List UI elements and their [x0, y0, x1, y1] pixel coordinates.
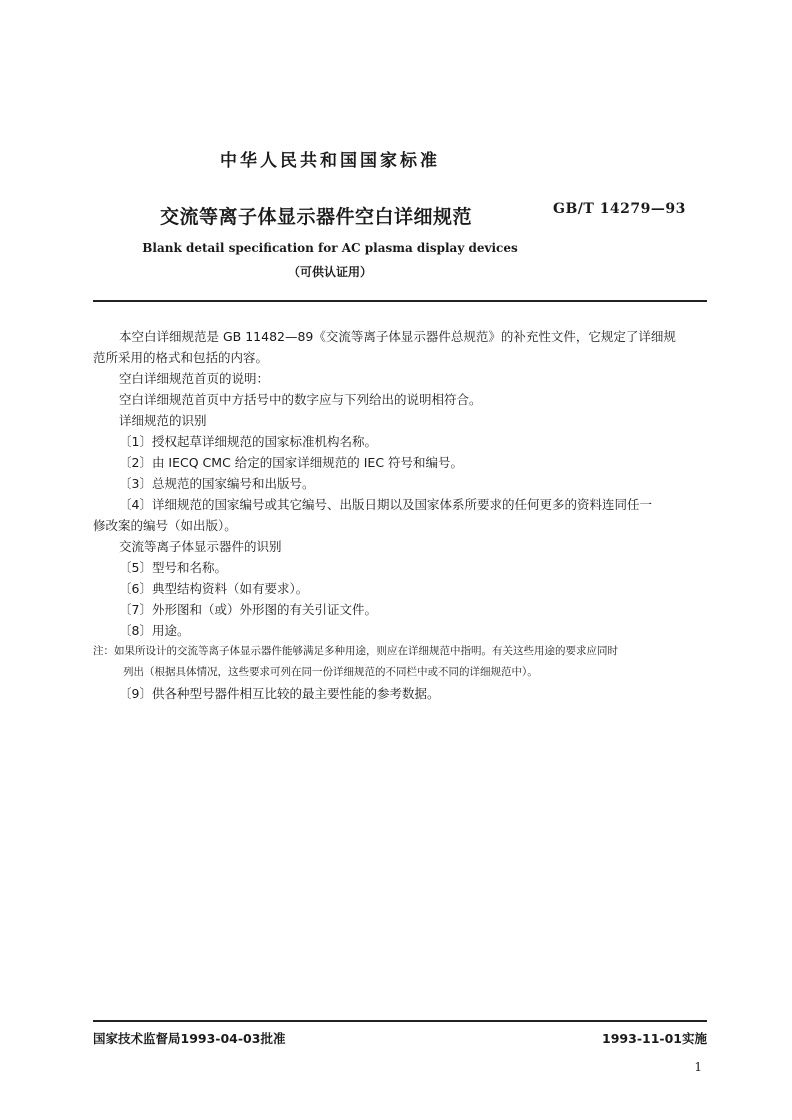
note-line: 注：如果所设计的交流等离子体显示器件能够满足多种用途，则应在详细规范中指明。有关这些用途的要求应同时 — [93, 645, 618, 657]
heading-spec-identification: 详细规范的识别 — [119, 413, 207, 428]
list-item-3: 〔3〕总规范的国家编号和出版号。 — [119, 476, 315, 491]
list-item-2: 〔2〕由 IECQ CMC 给定的国家详细规范的 IEC 符号和编号。 — [119, 455, 464, 470]
list-item-7: 〔7〕外形图和（或）外形图的有关引证文件。 — [119, 602, 377, 617]
list-item-4-continuation: 修改案的编号（如出版）。 — [93, 518, 237, 533]
list-item-6: 〔6〕典型结构资料（如有要求）。 — [119, 581, 309, 596]
list-item-8: 〔8〕用途。 — [119, 623, 190, 638]
heading-device-identification: 交流等离子体显示器件的识别 — [119, 539, 282, 554]
effective-date: 1993-11-01实施 — [602, 1031, 707, 1046]
title-note: （可供认证用） — [287, 265, 372, 279]
approval-date: 国家技术监督局1993-04-03批准 — [93, 1031, 286, 1046]
intro-paragraph-line: 本空白详细规范是 GB 11482—89《交流等离子体显示器件总规范》的补充性文件，它规定了详细规 — [119, 329, 676, 344]
footer-divider — [93, 1020, 707, 1022]
list-item-4: 〔4〕详细规范的国家编号或其它编号、出版日期以及国家体系所要求的任何更多的资料连同任一 — [119, 497, 652, 512]
list-item-1: 〔1〕授权起草详细规范的国家标准机构名称。 — [119, 434, 377, 449]
document-title: 交流等离子体显示器件空白详细规范 — [160, 206, 473, 228]
standard-number: GB/T 14279—93 — [553, 201, 686, 217]
list-item-5: 〔5〕型号和名称。 — [119, 560, 227, 575]
paragraph-cover-notes: 空白详细规范首页的说明： — [119, 371, 270, 386]
note-continuation: 列出（根据具体情况，这些要求可列在同一份详细规范的不同栏中或不同的详细规范中）。 — [123, 666, 538, 678]
page-number: 1 — [694, 1060, 702, 1074]
issuing-organization: 中华人民共和国国家标准 — [220, 151, 440, 171]
paragraph-bracket-numbers: 空白详细规范首页中方括号中的数字应与下列给出的说明相符合。 — [119, 392, 482, 407]
list-item-9: 〔9〕供各种型号器件相互比较的最主要性能的参考数据。 — [119, 686, 440, 701]
header-divider — [93, 300, 707, 302]
english-title: Blank detail specification for AC plasma display devices — [142, 241, 518, 255]
intro-paragraph-continuation: 范所采用的格式和包括的内容。 — [93, 350, 269, 365]
document-body — [93, 326, 707, 704]
